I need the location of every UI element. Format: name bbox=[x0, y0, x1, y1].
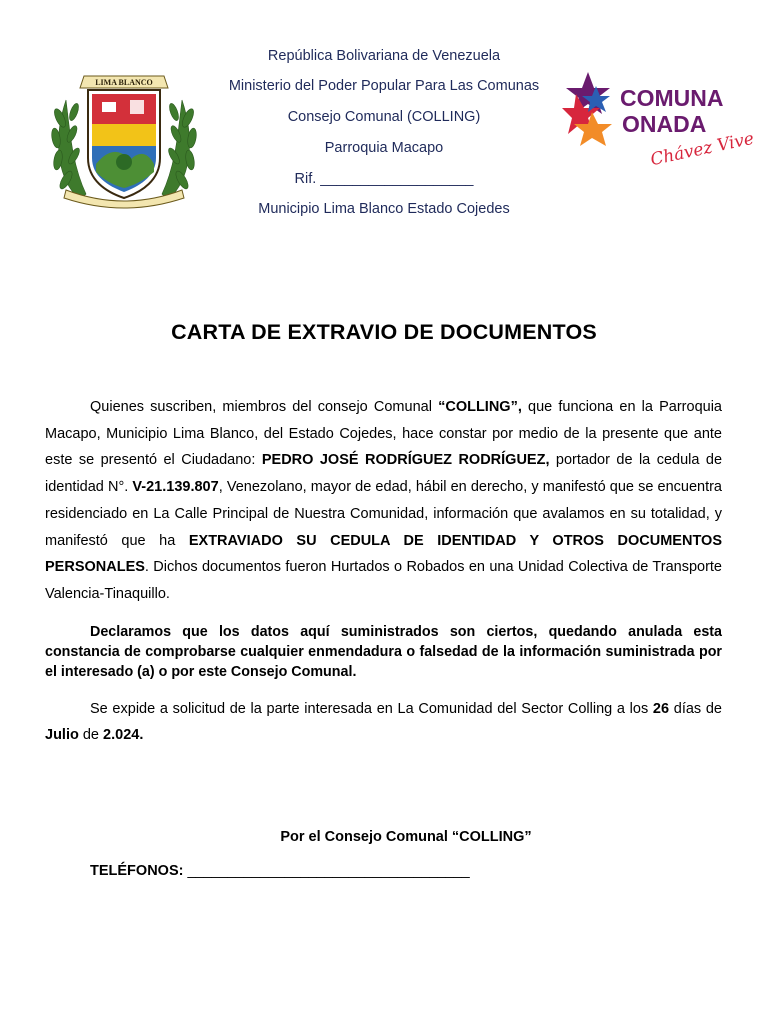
logo-line2: ONADA bbox=[622, 111, 707, 137]
header-line-republic: República Bolivariana de Venezuela bbox=[267, 48, 501, 64]
header-line-rif: Rif. ___________________ bbox=[294, 171, 474, 187]
p3-text-1: Se expide a solicitud de la parte interesada en La Comunidad del Sector Colling a los bbox=[90, 701, 653, 717]
p1-text-3: portador de la cedula de identidad N°. bbox=[45, 452, 723, 496]
p1-text-5: . Dichos documentos fueron Hurtados o Robados en una Unidad Colectiva de Transporte Valencia-Tinaquillo. bbox=[45, 559, 722, 602]
header-line-municipality: Municipio Lima Blanco Estado Cojedes bbox=[258, 201, 510, 217]
signature-line: Por el Consejo Comunal “COLLING” bbox=[280, 829, 532, 845]
header-line-council: Consejo Comunal (COLLING) bbox=[287, 109, 481, 125]
logo-script: Chávez Vive bbox=[648, 128, 756, 171]
p1-text-4: , Venezolano, mayor de edad, hábil en derecho, y manifestó que se encuentra residenciado en La Calle Principal de Nuestra Comunidad, información que avalamos en su totalidad, y manifestó que ha bbox=[45, 479, 722, 549]
p3-text-2: días de bbox=[669, 701, 723, 717]
p1-citizen-name: PEDRO JOSÉ RODRÍGUEZ RODRÍGUEZ, bbox=[261, 452, 550, 469]
star-logo-icon bbox=[566, 68, 756, 178]
p3-month: Julio bbox=[45, 727, 79, 743]
p3-text-3: de bbox=[78, 727, 104, 743]
crest-banner-text: LIMA BLANCO bbox=[95, 78, 153, 87]
p1-council-name: “COLLING”, bbox=[438, 399, 522, 415]
document-title: CARTA DE EXTRAVIO DE DOCUMENTOS bbox=[171, 320, 597, 344]
header-line-ministry: Ministerio del Poder Popular Para Las Comunas bbox=[228, 78, 540, 94]
phones-line bbox=[90, 863, 470, 879]
body-paragraph-1 bbox=[45, 394, 722, 608]
p1-text-1: Quienes suscriben, miembros del consejo Comunal bbox=[90, 399, 439, 415]
logo-line1: COMUNA bbox=[620, 85, 724, 111]
body-paragraph-2: Declaramos que los datos aquí suministrados son ciertos, quedando anulada esta constancia de comprobarse cualquier enmendadura o falsedad de la información suministrada por el interesado (a) o por este Consejo Comunal. bbox=[45, 624, 722, 680]
body-paragraph-3 bbox=[45, 696, 722, 748]
coat-of-arms-icon bbox=[44, 72, 204, 212]
phones-blank: ___________________________________ bbox=[183, 863, 470, 879]
p1-id-number: V-21.139.807 bbox=[132, 479, 219, 496]
header-line-parish: Parroquia Macapo bbox=[324, 140, 444, 156]
p3-year: 2.024. bbox=[103, 727, 144, 743]
phones-label: TELÉFONOS: bbox=[90, 863, 184, 879]
p1-text-2: que funciona en la Parroquia Macapo, Municipio Lima Blanco, del Estado Cojedes, hace constar por medio de la presente que ante este se presentó el Ciudadano: bbox=[45, 399, 722, 469]
p3-day: 26 bbox=[652, 701, 670, 717]
p1-lost-docs: EXTRAVIADO SU CEDULA DE IDENTIDAD Y OTROS DOCUMENTOS PERSONALES bbox=[45, 532, 722, 576]
